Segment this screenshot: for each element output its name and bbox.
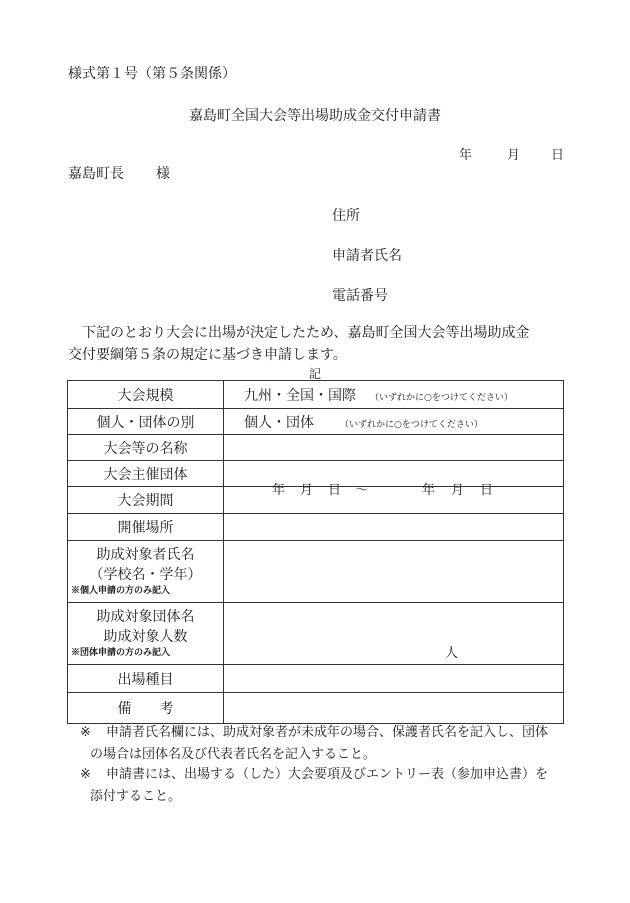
footnote-2-line-1: 申請書には、出場する（した）大会要項及びエントリー表（参加申込書）を [106, 767, 549, 782]
venue-field[interactable] [224, 514, 564, 541]
scale-label: 大会規模 [68, 381, 224, 409]
applicant-phone-label: 電話番号 [332, 288, 388, 304]
individual-label [68, 541, 224, 603]
period-tilde: ～ [355, 483, 369, 498]
type-label: 個人・団体の別 [68, 409, 224, 435]
table-row [68, 435, 564, 461]
venue-label: 開催場所 [68, 514, 224, 541]
document-title: 嘉島町全国大会等出場助成金交付申請書 [189, 108, 441, 124]
applicant-name-label: 申請者氏名 [332, 248, 402, 264]
type-options: 個人・団体 [244, 414, 314, 431]
date-day-label: 日 [551, 148, 565, 163]
addressee-name: 嘉島町長 [68, 166, 124, 182]
date-month-label: 月 [507, 148, 521, 163]
type-field[interactable] [224, 409, 564, 435]
footnote-2-line-2: 添付すること。 [90, 789, 182, 804]
event-name-label: 大会等の名称 [68, 435, 224, 461]
table-row [68, 381, 564, 409]
type-note: （いずれかに○をつけてください） [340, 419, 483, 430]
individual-label-line-2: （学校名・学年） [89, 567, 202, 583]
table-row [68, 665, 564, 693]
event-item-label: 出場種目 [68, 665, 224, 693]
form-number: 様式第１号（第５条関係） [68, 66, 236, 82]
addressee-honorific: 様 [156, 166, 170, 182]
date-year-label: 年 [459, 148, 473, 163]
event-name-field[interactable] [224, 435, 564, 461]
table-row [68, 514, 564, 541]
period-year-2: 年 [422, 483, 436, 498]
footnote-2 [80, 764, 548, 808]
table-row [68, 409, 564, 435]
period-month-1: 月 [300, 483, 314, 498]
body-text [68, 322, 529, 366]
period-month-2: 月 [451, 483, 465, 498]
group-field[interactable] [224, 603, 564, 665]
remarks-field[interactable] [224, 693, 564, 724]
footnote-1 [80, 722, 548, 766]
body-line-2: 交付要綱第５条の規定に基づき申請します。 [68, 347, 347, 363]
organizer-label: 大会主催団体 [68, 461, 224, 487]
table-row [68, 541, 564, 603]
group-label [68, 603, 224, 665]
event-item-field[interactable] [224, 665, 564, 693]
period-label: 大会期間 [68, 487, 224, 514]
ki-heading: 記 [308, 367, 321, 381]
group-label-line-1: 助成対象団体名 [96, 609, 195, 625]
group-unit-person: 人 [444, 646, 458, 661]
footnote-1-line-1: 申請者氏名欄には、助成対象者が未成年の場合、保護者氏名を記入し、団体 [106, 725, 549, 740]
table-row [68, 603, 564, 665]
applicant-address-label: 住所 [332, 208, 360, 224]
footnote-mark: ※ [80, 767, 91, 782]
scale-field[interactable] [224, 381, 564, 409]
individual-label-line-1: 助成対象者氏名 [96, 547, 195, 563]
grant-application-table [67, 380, 564, 724]
footnote-mark: ※ [80, 725, 91, 740]
addressee [68, 163, 170, 183]
body-line-1: 下記のとおり大会に出場が決定したため、嘉島町全国大会等出場助成金 [68, 325, 530, 341]
period-day-1: 日 [328, 483, 342, 498]
footnote-1-line-2: の場合は団体名及び代表者氏名を記入すること。 [90, 747, 377, 762]
period-field[interactable] [224, 483, 564, 514]
individual-field[interactable] [224, 541, 564, 603]
period-day-2: 日 [480, 483, 494, 498]
scale-note: （いずれかに○をつけてください） [370, 392, 513, 403]
scale-options: 九州・全国・国際 [244, 387, 356, 404]
table-row [68, 693, 564, 724]
group-label-line-2: 助成対象人数 [103, 629, 188, 645]
group-note: ※団体申請の方のみ記入 [71, 648, 171, 658]
individual-note: ※個人申請の方のみ記入 [71, 586, 171, 596]
table-row [68, 487, 564, 514]
period-year-1: 年 [272, 483, 286, 498]
remarks-label: 備 考 [68, 693, 224, 724]
